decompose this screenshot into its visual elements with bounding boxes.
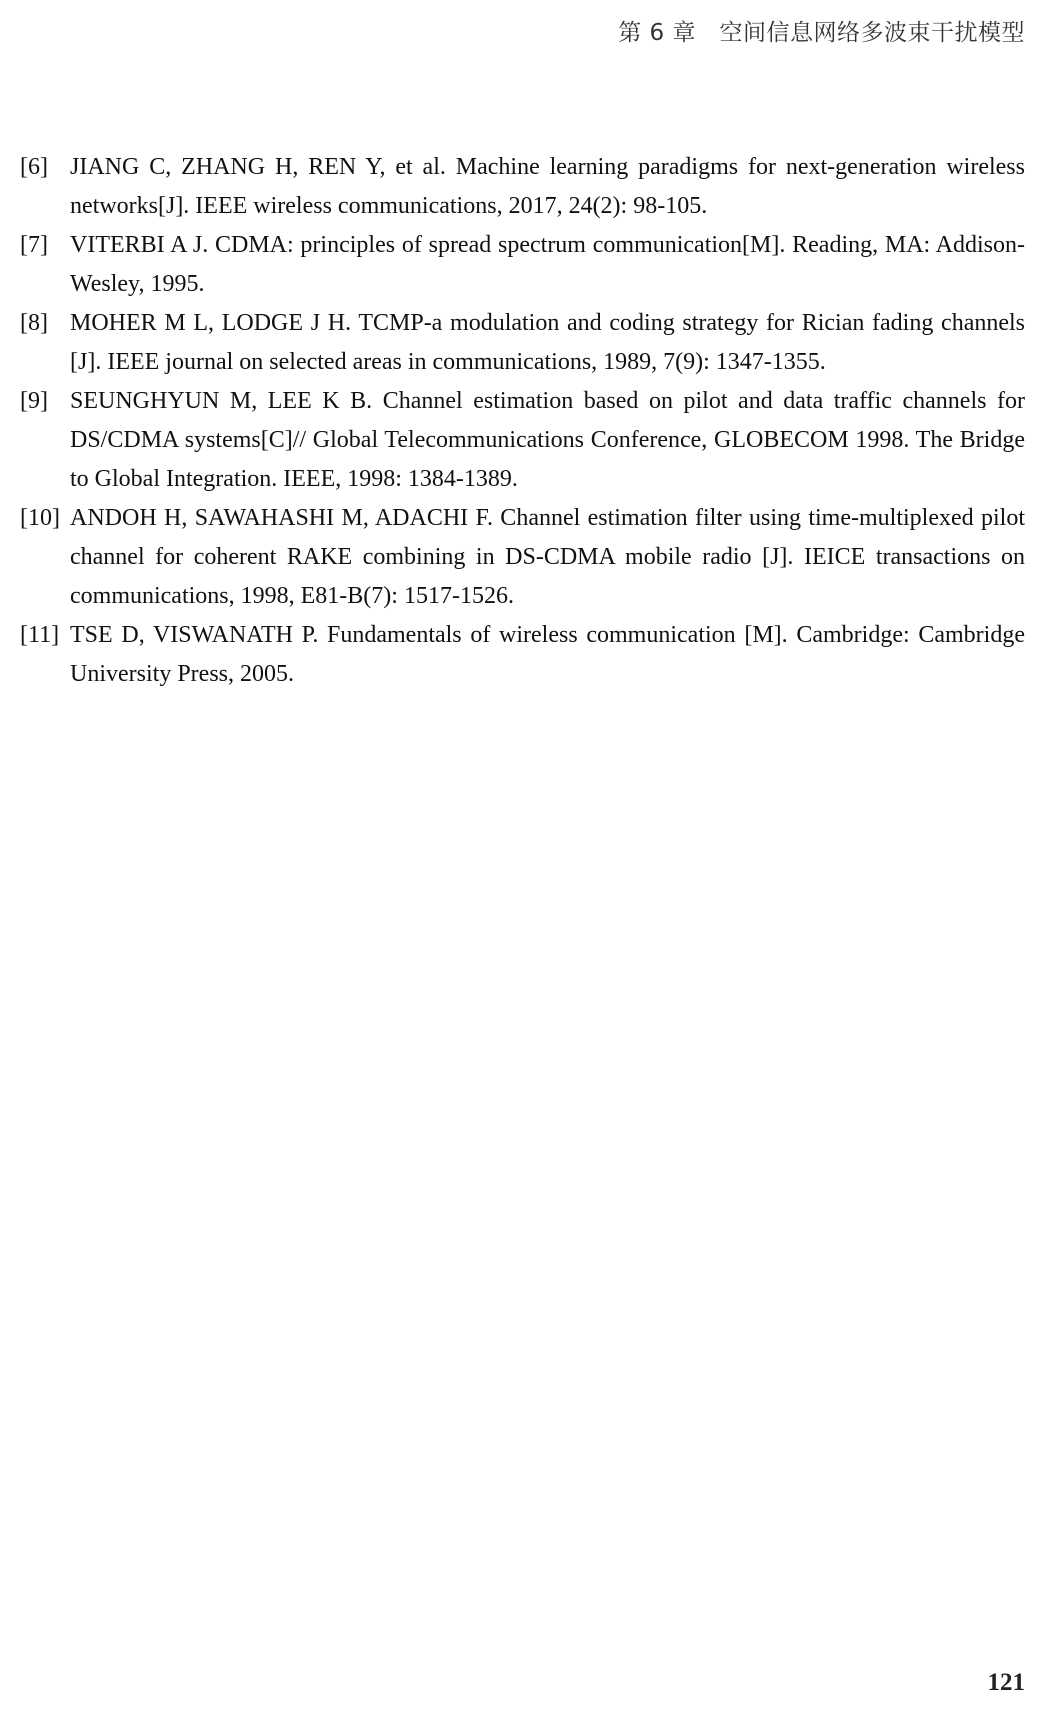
reference-number: [6]	[20, 154, 48, 180]
reference-number: [7]	[20, 232, 48, 258]
reference-text: TSE D, VISWANATH P. Fundamentals of wireless communication [M]. Cambridge: Cambridge University Press, 2005.	[70, 622, 1025, 687]
reference-number: [8]	[20, 310, 48, 336]
reference-text: SEUNGHYUN M, LEE K B. Channel estimation based on pilot and data traffic channels for DS/CDMA systems[C]// Global Telecommunications Conference, GLOBECOM 1998. The Bridge to Global Integration. IEEE, 1998: 1384-1389.	[70, 388, 1025, 492]
reference-number: [10]	[20, 505, 60, 531]
reference-number: [11]	[20, 622, 60, 648]
running-header: 第 6 章 空间信息网络多波束干扰模型	[618, 20, 1025, 46]
reference-text: VITERBI A J. CDMA: principles of spread spectrum communication[M]. Reading, MA: Addison-Wesley, 1995.	[70, 232, 1025, 297]
reference-entry	[20, 304, 1025, 382]
reference-text: JIANG C, ZHANG H, REN Y, et al. Machine learning paradigms for next-generation wireless networks[J]. IEEE wireless communications, 2017, 24(2): 98-105.	[70, 154, 1025, 219]
reference-entry	[20, 148, 1025, 226]
reference-entry	[20, 226, 1025, 304]
reference-list	[20, 148, 1025, 694]
reference-text: ANDOH H, SAWAHASHI M, ADACHI F. Channel estimation filter using time-multiplexed pilot channel for coherent RAKE combining in DS-CDMA mobile radio [J]. IEICE transactions on communications, 1998, E81-B(7): 1517-1526.	[70, 505, 1025, 609]
reference-number: [9]	[20, 388, 48, 414]
page-number: 121	[987, 1669, 1025, 1696]
reference-entry	[20, 616, 1025, 694]
reference-entry	[20, 382, 1025, 499]
reference-entry	[20, 499, 1025, 616]
reference-text: MOHER M L, LODGE J H. TCMP-a modulation and coding strategy for Rician fading channels [J]. IEEE journal on selected areas in communications, 1989, 7(9): 1347-1355.	[70, 310, 1025, 375]
